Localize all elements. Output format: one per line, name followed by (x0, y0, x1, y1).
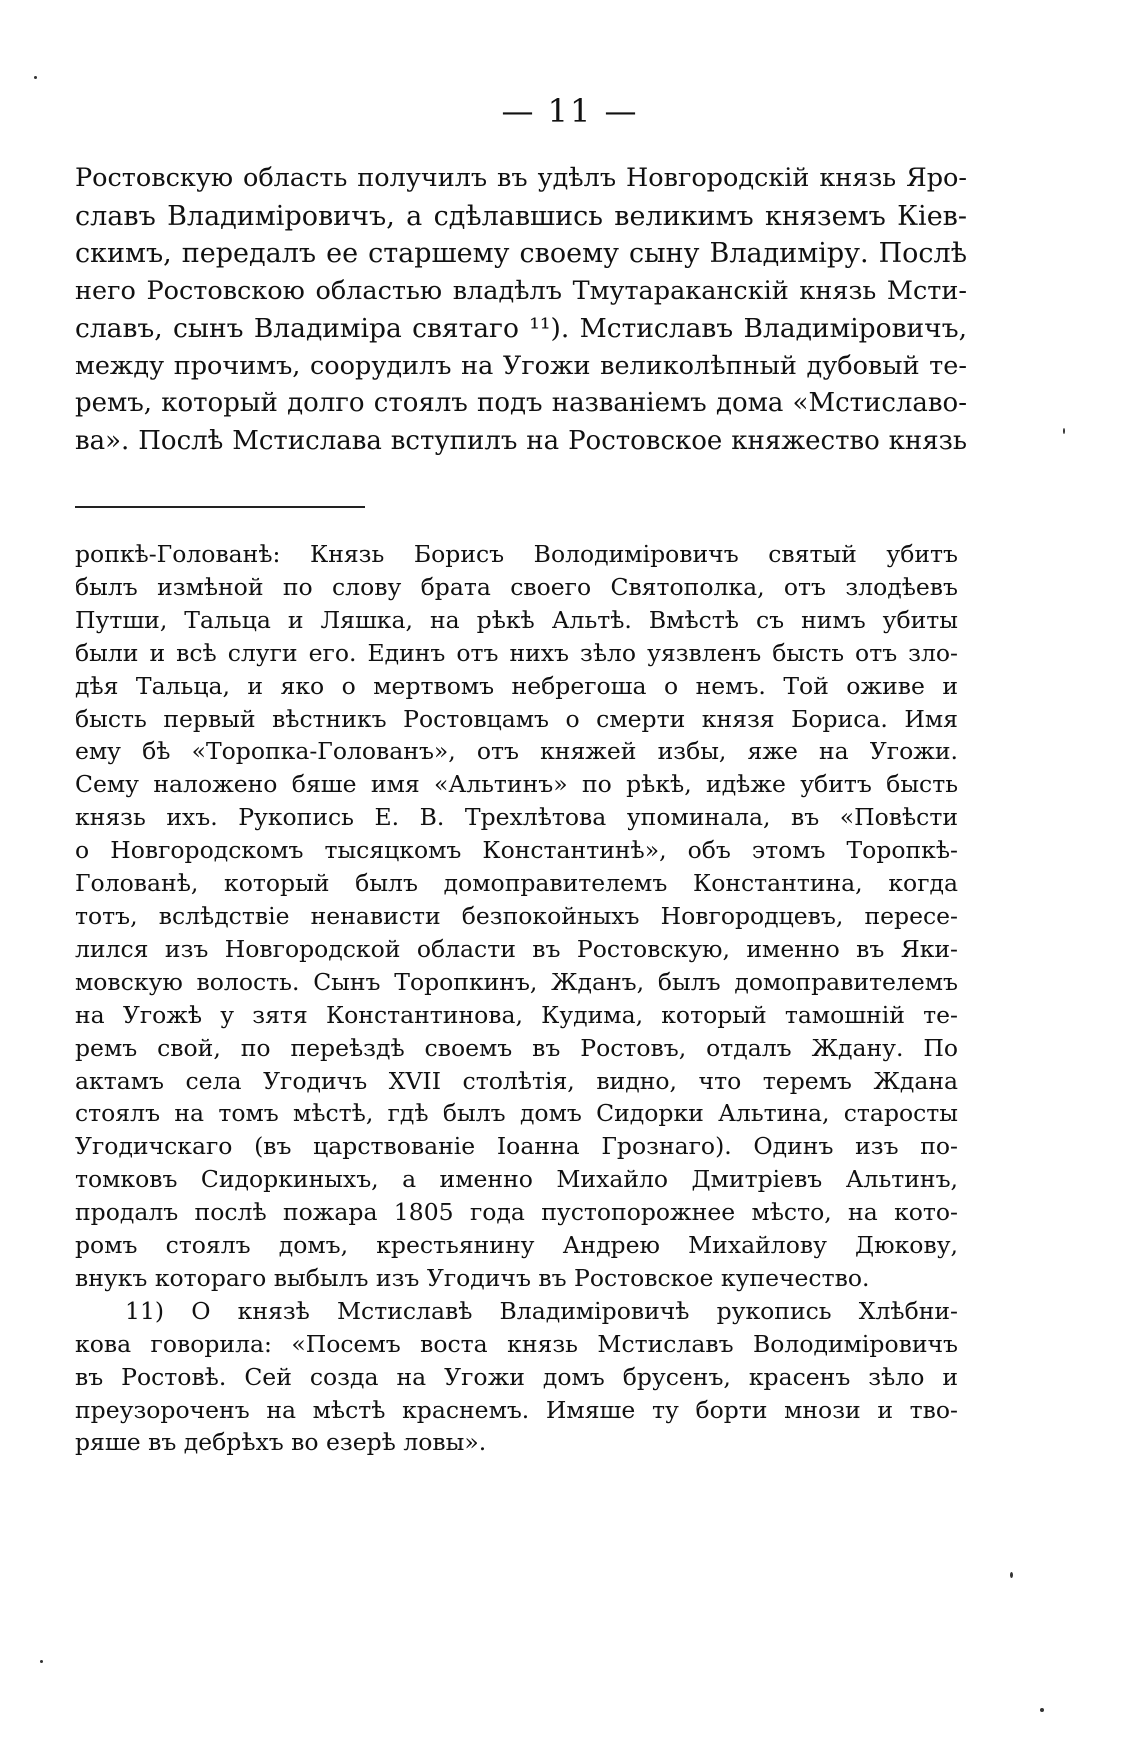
footnote-line: Путши, Тальца и Ляшка, на рѣкѣ Альтѣ. Вмѣстѣ съ нимъ убиты (75, 605, 958, 634)
main-line: ва». Послѣ Мстислава вступилъ на Ростовское княжество князь (75, 425, 967, 456)
footnote-line: ему бѣ «Торопка-Голованъ», отъ княжей избы, яже на Угожи. (75, 737, 958, 766)
scan-speck (40, 1660, 43, 1663)
footnote-line: бысть первый вѣстникъ Ростовцамъ о смерти князя Бориса. Имя (75, 704, 958, 733)
footnote-line: преузороченъ на мѣстѣ краснемъ. Имяше ту борти мнози и тво- (75, 1395, 958, 1424)
footnote-line: продалъ послѣ пожара 1805 года пустопорожнее мѣсто, на кото- (75, 1198, 958, 1227)
footnote-line: ряше въ дебрѣхъ во езерѣ ловы». (75, 1428, 487, 1457)
footnote-line: князь ихъ. Рукопись Е. В. Трехлѣтова упоминала, въ «Повѣсти (75, 803, 958, 832)
scan-speck (34, 76, 37, 79)
footnote-line: ромъ стоялъ домъ, крестьянину Андрею Михайлову Дюкову, (75, 1231, 958, 1260)
footnote-line: о Новгородскомъ тысяцкомъ Константинѣ», объ этомъ Торопкѣ- (75, 836, 958, 865)
footnote-line: внукъ котораго выбылъ изъ Угодичъ въ Ростовское купечество. (75, 1263, 870, 1292)
footnote-line: Голованѣ, который былъ домоправителемъ Константина, когда (75, 869, 958, 898)
footnote-line: стоялъ на томъ мѣстѣ, гдѣ былъ домъ Сидорки Альтина, старосты (75, 1099, 958, 1128)
main-line: скимъ, передалъ ее старшему своему сыну Владиміру. Послѣ (75, 238, 967, 269)
main-line: славъ, сынъ Владиміра святаго ¹¹). Мстиславъ Владиміровичъ, (75, 313, 967, 344)
footnote-line: были и всѣ слуги его. Единъ отъ нихъ зѣло уязвленъ бысть отъ зло- (75, 638, 958, 667)
main-line: между прочимъ, соорудилъ на Угожи великолѣпный дубовый те- (75, 350, 967, 381)
footnote-line: томковъ Сидоркиныхъ, а именно Михайло Дмитріевъ Альтинъ, (75, 1165, 958, 1194)
footnote-line: былъ измѣной по слову брата своего Святополка, отъ злодѣевъ (75, 572, 958, 601)
main-line: Ростовскую область получилъ въ удѣлъ Новгородскій князь Яро- (75, 163, 967, 193)
page-number: — 11 — (501, 92, 639, 130)
footnote-text (75, 538, 958, 1459)
scan-speck (1063, 428, 1065, 434)
footnote-line: на Угожѣ у зятя Константинова, Кудима, который тамошній те- (75, 1000, 958, 1029)
footnote-line: Сему наложено бяше имя «Альтинъ» по рѣкѣ, идѣже убитъ бысть (75, 770, 958, 799)
footnote-line: 11) О князѣ Мстиславѣ Владиміровичѣ рукопись Хлѣбни- (125, 1296, 958, 1325)
footnote-line: лился изъ Новгородской области въ Ростовскую, именно въ Яки- (75, 934, 958, 963)
footnote-line: актамъ села Угодичъ XVII столѣтія, видно, что теремъ Ждана (75, 1066, 958, 1095)
main-line: него Ростовскою областью владѣлъ Тмутараканскій князь Мсти- (75, 275, 967, 306)
main-line: ремъ, который долго стоялъ подъ названіемъ дома «Мстиславо- (75, 388, 967, 418)
footnote-line: въ Ростовѣ. Сей созда на Угожи домъ брусенъ, красенъ зѣло и (75, 1362, 958, 1391)
footnote-line: кова говорила: «Посемъ воста князь Мстиславъ Володиміровичъ (75, 1329, 958, 1358)
footnote-line: дѣя Тальца, и яко о мертвомъ небрегоша о немъ. Той оживе и (75, 671, 958, 700)
footnote-separator (75, 506, 365, 508)
scan-speck (1010, 1572, 1013, 1578)
scan-speck (1040, 1708, 1044, 1712)
footnote-line: тотъ, вслѣдствіе ненависти безпокойныхъ Новгородцевъ, пересе- (75, 901, 958, 930)
footnote-line: ропкѣ-Голованѣ: Князь Борисъ Володиміровичъ святый убитъ (75, 540, 958, 568)
main-line: славъ Владиміровичъ, а сдѣлавшись великимъ княземъ Кіев- (75, 200, 967, 232)
footnote-line: мовскую волость. Сынъ Торопкинъ, Жданъ, былъ домоправителемъ (75, 967, 958, 996)
main-text (75, 160, 967, 460)
footnote-line: Угодичскаго (въ царствованіе Іоанна Грознаго). Одинъ изъ по- (75, 1132, 958, 1161)
footnote-line: ремъ свой, по переѣздѣ своемъ въ Ростовъ, отдалъ Ждану. По (75, 1033, 958, 1062)
